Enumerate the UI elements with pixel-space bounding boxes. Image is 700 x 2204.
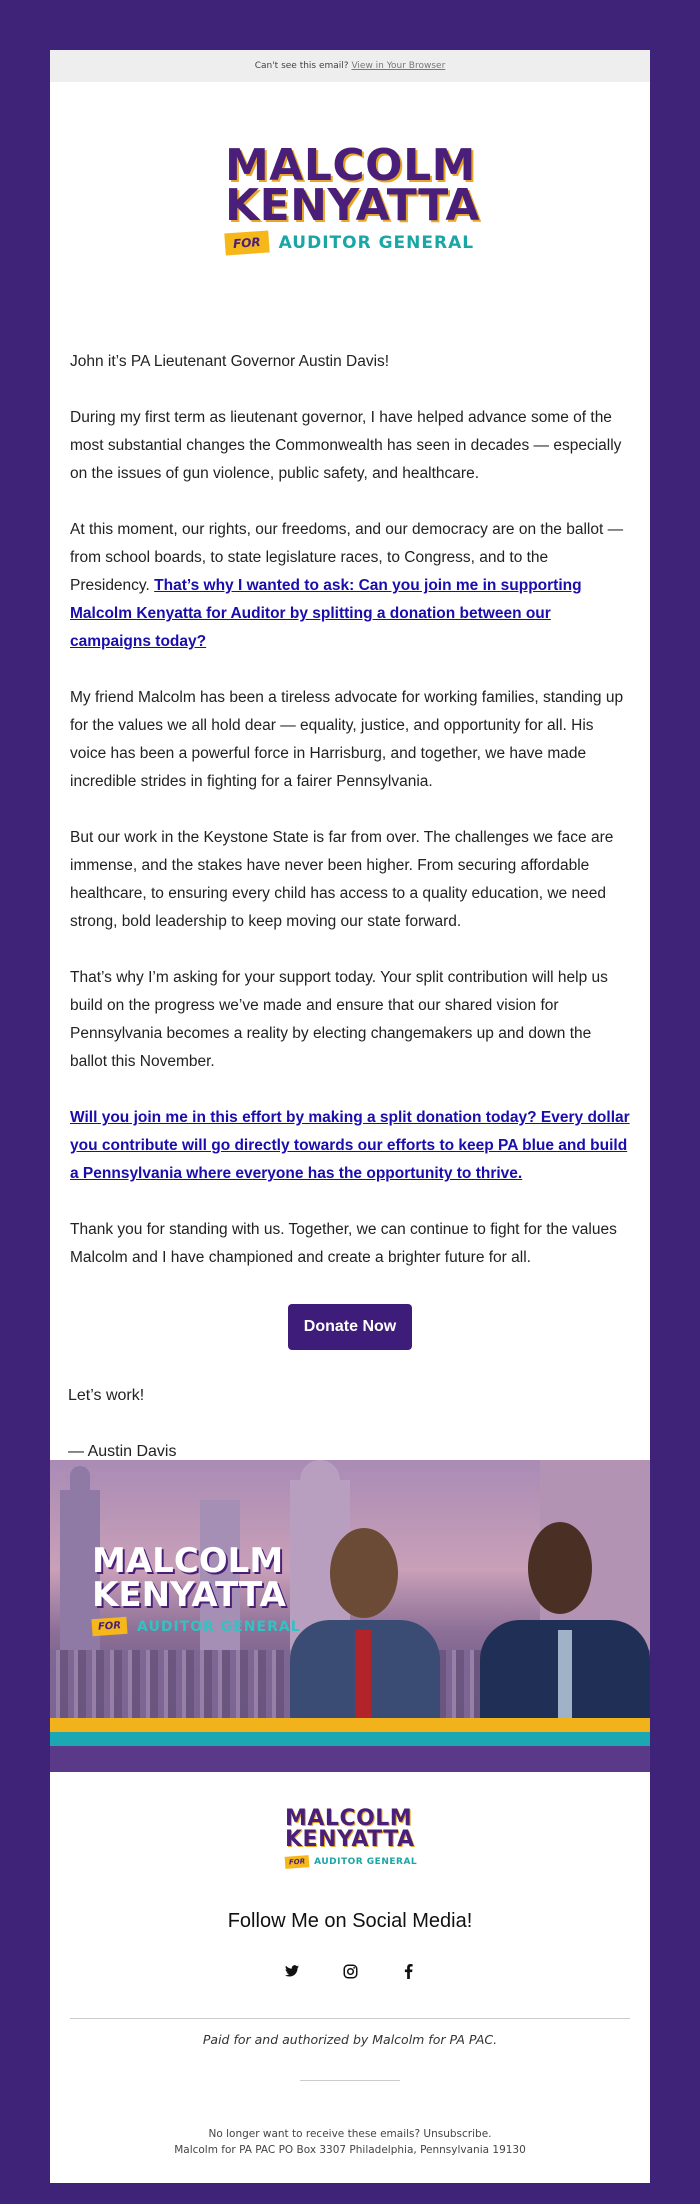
footer-for-badge: FOR bbox=[285, 1855, 310, 1869]
tie-right bbox=[558, 1630, 572, 1730]
tie-left bbox=[355, 1630, 371, 1730]
preheader bbox=[50, 50, 650, 82]
social-links bbox=[50, 1962, 650, 1980]
paragraph-7: Thank you for standing with us. Together, we can continue to fight for the values Malcolm and I have championed and create a brighter future for all. bbox=[70, 1221, 617, 1266]
footer-divider bbox=[70, 2018, 630, 2019]
mailing-address: Malcolm for PA PAC PO Box 3307 Philadelphia, Pennsylvania 19130 bbox=[174, 2144, 526, 2156]
paragraph-3: My friend Malcolm has been a tireless advocate for working families, standing up for the values we all hold dear — equality, justice, and opportunity for all. His voice has been a powerful force in Harrisburg, and together, we have made incredible strides in fighting for a fairer Pennsylvania. bbox=[70, 689, 624, 790]
support-donation-link[interactable]: That’s why I wanted to ask: Can you join me in supporting Malcolm Kenyatta for Auditor by splitting a donation between our campaigns today? bbox=[70, 577, 582, 650]
dome-left bbox=[70, 1466, 90, 1496]
footer-office: AUDITOR GENERAL bbox=[314, 1857, 418, 1867]
donate-now-button[interactable]: Donate Now bbox=[288, 1304, 412, 1350]
campaign-logo bbox=[225, 140, 485, 266]
logo-for-badge: FOR bbox=[224, 231, 269, 256]
email-body bbox=[70, 348, 630, 1300]
stripe-teal bbox=[50, 1732, 650, 1746]
donate-wrap bbox=[50, 1304, 650, 1350]
banner-for-badge: FOR bbox=[91, 1617, 127, 1636]
banner-office: AUDITOR GENERAL bbox=[137, 1618, 301, 1635]
email-card bbox=[50, 50, 650, 2183]
paragraph-4: But our work in the Keystone State is far from over. The challenges we face are immense, and the stakes have never been higher. From securing affordable healthcare, to ensuring every child has access to a quality education, we need strong, bold leadership to keep moving our state forward. bbox=[70, 829, 614, 930]
logo-line1: MALCOLM bbox=[225, 140, 476, 191]
logo-line2: KENYATTA bbox=[225, 180, 480, 231]
signoff-line1: Let’s work! bbox=[68, 1387, 145, 1404]
campaign-banner-image[interactable] bbox=[50, 1460, 650, 1772]
logo-office: AUDITOR GENERAL bbox=[278, 233, 475, 253]
banner-line1: MALCOLM bbox=[92, 1541, 284, 1581]
short-divider bbox=[300, 2080, 400, 2081]
banner-logo bbox=[92, 1541, 301, 1635]
banner-line2: KENYATTA bbox=[92, 1575, 286, 1615]
twitter-icon[interactable] bbox=[283, 1962, 301, 1980]
footer-logo-line2: KENYATTA bbox=[285, 1827, 415, 1852]
stripe-purple bbox=[50, 1746, 650, 1772]
paragraph-1: During my first term as lieutenant governor, I have helped advance some of the most substantial changes the Commonwealth has seen in decades — especially on the issues of gun violence, public safety, and healthcare. bbox=[70, 409, 622, 482]
signoff-line2: — Austin Davis bbox=[68, 1443, 177, 1460]
footer-logo bbox=[285, 1808, 425, 1868]
unsubscribe-block bbox=[50, 2126, 650, 2158]
facebook-icon[interactable] bbox=[399, 1962, 417, 1980]
split-donation-link[interactable]: Will you join me in this effort by making a split donation today? Every dollar you contribute will go directly towards our efforts to keep PA blue and build a Pennsylvania where everyone has the opportunity to thrive. bbox=[70, 1109, 630, 1182]
paragraph-2-text: At this moment, our rights, our freedoms, and our democracy are on the ballot — from school boards, to state legislature races, to Congress, and to the Presidency. bbox=[70, 521, 624, 594]
view-in-browser-link[interactable]: View in Your Browser bbox=[351, 61, 446, 71]
follow-heading: Follow Me on Social Media! bbox=[227, 1910, 473, 1932]
head-left bbox=[330, 1528, 398, 1618]
paragraph-6 bbox=[70, 1104, 630, 1188]
head-right bbox=[528, 1522, 592, 1614]
footer-logo-line1: MALCOLM bbox=[285, 1806, 413, 1831]
paragraph-2 bbox=[70, 516, 630, 656]
unsubscribe-link[interactable]: No longer want to receive these emails? Unsubscribe. bbox=[208, 2128, 492, 2140]
greeting: John it’s PA Lieutenant Governor Austin Davis! bbox=[70, 353, 390, 370]
capitol-dome bbox=[300, 1460, 340, 1490]
stripe-gold bbox=[50, 1718, 650, 1732]
preheader-text: Can't see this email? bbox=[254, 61, 349, 71]
paid-for-disclaimer: Paid for and authorized by Malcolm for PA PAC. bbox=[202, 2032, 498, 2047]
instagram-icon[interactable] bbox=[341, 1962, 359, 1980]
paragraph-5: That’s why I’m asking for your support today. Your split contribution will help us build on the progress we’ve made and ensure that our shared vision for Pennsylvania becomes a reality by electing changemakers up and down the ballot this November. bbox=[70, 969, 608, 1070]
